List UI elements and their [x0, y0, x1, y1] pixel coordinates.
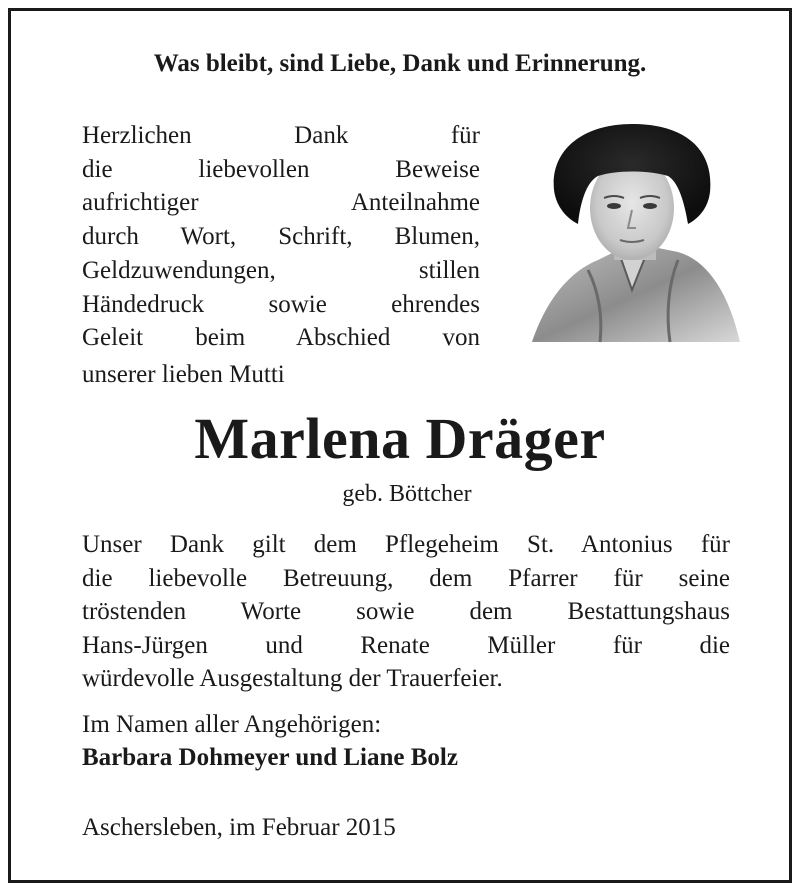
intro-line: Herzlichen Dank für [82, 122, 480, 149]
intro-line: aufrichtiger Anteilnahme [82, 189, 480, 217]
birth-name: geb. Böttcher [342, 481, 472, 507]
intro-text [82, 119, 480, 355]
portrait-photo [528, 120, 742, 346]
thanks-line: Hans-Jürgen und Renate Müller für die [82, 631, 730, 659]
intro-line: Geleit beim Abschied von [82, 324, 480, 352]
thanks-line: die liebevolle Betreuung, dem Pfarrer für seine [82, 564, 730, 592]
deceased-name: Marlena Dräger [194, 406, 606, 471]
thanks-line: würdevolle Ausgestaltung der Trauerfeier. [82, 665, 503, 693]
intro-line: Händedruck sowie ehrendes [82, 290, 480, 318]
thanks-line: tröstenden Worte sowie dem Bestattungshaus [82, 598, 730, 626]
intro-line: Geldzuwendungen, stillen [82, 256, 480, 284]
signers-names: Barbara Dohmeyer und Liane Bolz [82, 744, 458, 771]
intro-line: die liebevollen Beweise [82, 155, 480, 183]
place-date: Aschersleben, im Februar 2015 [82, 814, 396, 841]
motto-heading: Was bleibt, sind Liebe, Dank und Erinnerung. [153, 50, 647, 77]
intro-line: durch Wort, Schrift, Blumen, [82, 223, 480, 251]
thanks-line: Unser Dank gilt dem Pflegeheim St. Antonius für [82, 531, 730, 558]
on-behalf-text: Im Namen aller Angehörigen: [82, 711, 382, 738]
intro-last-line: unserer lieben Mutti [82, 361, 285, 388]
birth-name-line [0, 479, 800, 509]
thanks-paragraph [82, 528, 730, 696]
